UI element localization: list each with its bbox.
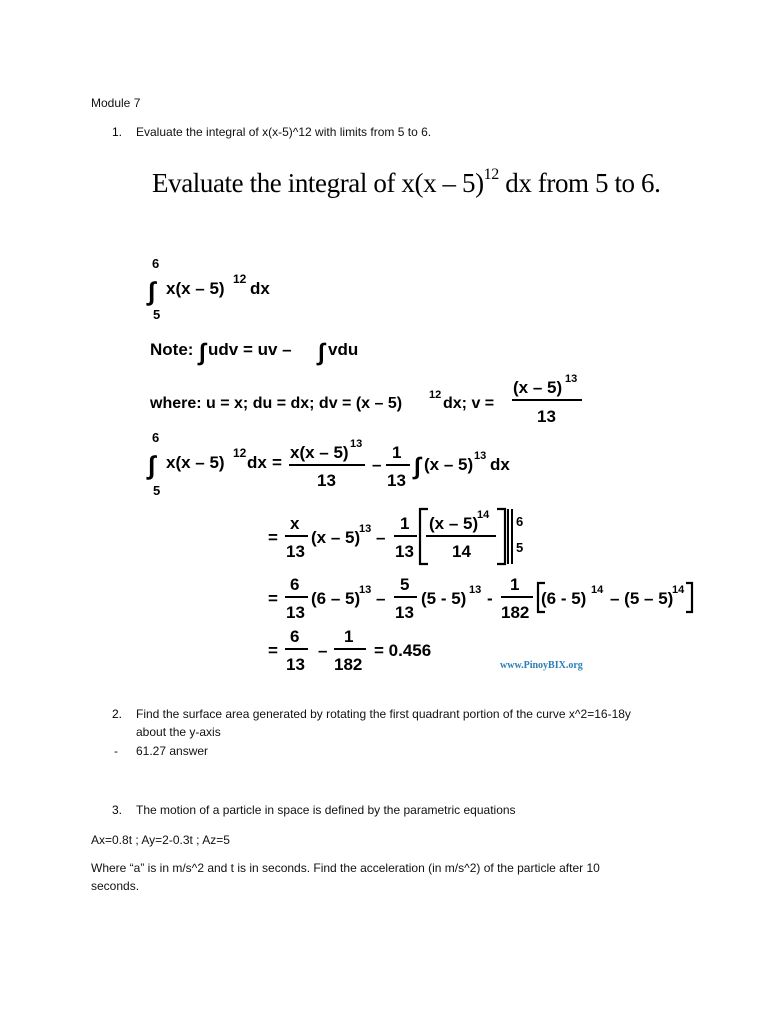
svg-text:13: 13 bbox=[359, 584, 372, 596]
svg-text:1: 1 bbox=[344, 627, 354, 646]
integral-statement bbox=[146, 256, 270, 322]
svg-text:14: 14 bbox=[477, 509, 490, 521]
svg-text:(5 - 5): (5 - 5) bbox=[421, 589, 467, 608]
svg-text:13: 13 bbox=[395, 542, 414, 561]
svg-text:(6 – 5): (6 – 5) bbox=[311, 589, 361, 608]
svg-text:5: 5 bbox=[400, 575, 410, 594]
q1-number: 1. bbox=[112, 125, 123, 139]
svg-text:1: 1 bbox=[400, 514, 410, 533]
svg-text:13: 13 bbox=[387, 471, 406, 490]
module-title: Module 7 bbox=[91, 96, 141, 110]
note-line bbox=[150, 339, 358, 366]
svg-text:=: = bbox=[268, 528, 278, 547]
ibp-line bbox=[146, 430, 510, 498]
svg-text:=: = bbox=[268, 589, 278, 608]
svg-text:12: 12 bbox=[429, 389, 442, 401]
svg-text:–: – bbox=[318, 641, 328, 660]
svg-text:6: 6 bbox=[290, 575, 300, 594]
svg-text:6: 6 bbox=[290, 627, 300, 646]
svg-text:(x – 5): (x – 5) bbox=[429, 514, 479, 533]
q3-equations: Ax=0.8t ; Ay=2-0.3t ; Az=5 bbox=[91, 833, 230, 847]
q2-text-line1: Find the surface area generated by rotating the first quadrant portion of the curve x^2=16-18y bbox=[136, 707, 631, 721]
svg-text:x(x – 5): x(x – 5) bbox=[166, 279, 225, 298]
svg-text:dx: dx bbox=[247, 453, 267, 472]
integral-sign-icon: ∫ bbox=[199, 339, 206, 366]
svg-text:5: 5 bbox=[516, 540, 524, 555]
svg-text:1: 1 bbox=[392, 443, 402, 462]
svg-text:6: 6 bbox=[152, 256, 160, 271]
svg-text:–: – bbox=[376, 589, 386, 608]
svg-text:12: 12 bbox=[233, 446, 247, 460]
svg-text:x(x – 5): x(x – 5) bbox=[166, 453, 225, 472]
svg-text:5: 5 bbox=[153, 483, 161, 498]
svg-text:=: = bbox=[272, 453, 282, 472]
svg-text:182: 182 bbox=[334, 655, 363, 674]
svg-text:13: 13 bbox=[317, 471, 336, 490]
svg-text:–: – bbox=[376, 528, 386, 547]
svg-text:where: u = x; du = dx; dv = (: where: u = x; du = dx; dv = (x – 5) bbox=[150, 395, 403, 412]
q1-text: Evaluate the integral of x(x-5)^12 with limits from 5 to 6. bbox=[136, 125, 432, 139]
svg-text:13: 13 bbox=[474, 450, 487, 462]
svg-text:Note:: Note: bbox=[150, 340, 194, 359]
q2-text-line2: about the y-axis bbox=[136, 725, 221, 739]
svg-text:= 0.456: = 0.456 bbox=[374, 641, 432, 660]
svg-text:vdu: vdu bbox=[328, 340, 359, 359]
result-line bbox=[268, 627, 431, 674]
svg-text:14: 14 bbox=[591, 584, 604, 596]
integral-sign-icon: ∫ bbox=[148, 276, 156, 306]
svg-text:dx; v =: dx; v = bbox=[443, 395, 495, 412]
svg-text:6: 6 bbox=[516, 514, 524, 529]
svg-text:5: 5 bbox=[153, 307, 161, 322]
svg-text:13: 13 bbox=[469, 584, 482, 596]
svg-text:(x – 5): (x – 5) bbox=[424, 455, 474, 474]
integral-sign-icon: ∫ bbox=[414, 453, 421, 480]
q2-answer: 61.27 answer bbox=[136, 744, 209, 758]
antiderivative-line bbox=[268, 509, 523, 564]
svg-text:13: 13 bbox=[350, 438, 363, 450]
svg-text:13: 13 bbox=[395, 603, 414, 622]
svg-text:14: 14 bbox=[672, 584, 685, 596]
q2-bullet: - bbox=[114, 744, 118, 758]
svg-text:(x – 5): (x – 5) bbox=[513, 378, 563, 397]
svg-text:(x – 5): (x – 5) bbox=[311, 528, 361, 547]
q3-where-line1: Where “a” is in m/s^2 and t is in seconds. Find the acceleration (in m/s^2) of the particle after 10 bbox=[91, 861, 600, 875]
svg-text:13: 13 bbox=[359, 523, 372, 535]
svg-text:6: 6 bbox=[152, 430, 160, 445]
svg-text:x: x bbox=[290, 514, 300, 533]
svg-text:-: - bbox=[487, 589, 493, 608]
svg-text:– (5 – 5): – (5 – 5) bbox=[610, 589, 674, 608]
q3-number: 3. bbox=[112, 803, 123, 817]
svg-text:(6 - 5): (6 - 5) bbox=[541, 589, 587, 608]
svg-text:13: 13 bbox=[537, 407, 556, 426]
where-line bbox=[149, 373, 582, 426]
svg-text:dx: dx bbox=[250, 279, 270, 298]
svg-text:udv = uv –: udv = uv – bbox=[208, 340, 292, 359]
integral-sign-icon: ∫ bbox=[148, 450, 156, 480]
svg-text:182: 182 bbox=[501, 603, 530, 622]
svg-text:14: 14 bbox=[452, 542, 471, 561]
svg-text:13: 13 bbox=[286, 655, 305, 674]
svg-text:1: 1 bbox=[510, 575, 520, 594]
integral-sign-icon: ∫ bbox=[318, 339, 325, 366]
svg-text:13: 13 bbox=[286, 603, 305, 622]
svg-text:13: 13 bbox=[286, 542, 305, 561]
svg-text:–: – bbox=[372, 455, 382, 474]
q2-number: 2. bbox=[112, 707, 123, 721]
svg-text:12: 12 bbox=[233, 272, 247, 286]
substitution-line bbox=[268, 575, 692, 622]
svg-text:=: = bbox=[268, 641, 278, 660]
q3-text: The motion of a particle in space is defined by the parametric equations bbox=[136, 803, 516, 817]
svg-text:x(x – 5): x(x – 5) bbox=[290, 443, 349, 462]
watermark: www.PinoyBIX.org bbox=[500, 660, 583, 671]
svg-text:13: 13 bbox=[565, 373, 578, 385]
solution-image-title: Evaluate the integral of x(x – 5)$^{12}$ dx from 5 to 6. bbox=[152, 166, 661, 198]
svg-text:dx: dx bbox=[490, 455, 510, 474]
q3-where-line2: seconds. bbox=[91, 879, 140, 893]
